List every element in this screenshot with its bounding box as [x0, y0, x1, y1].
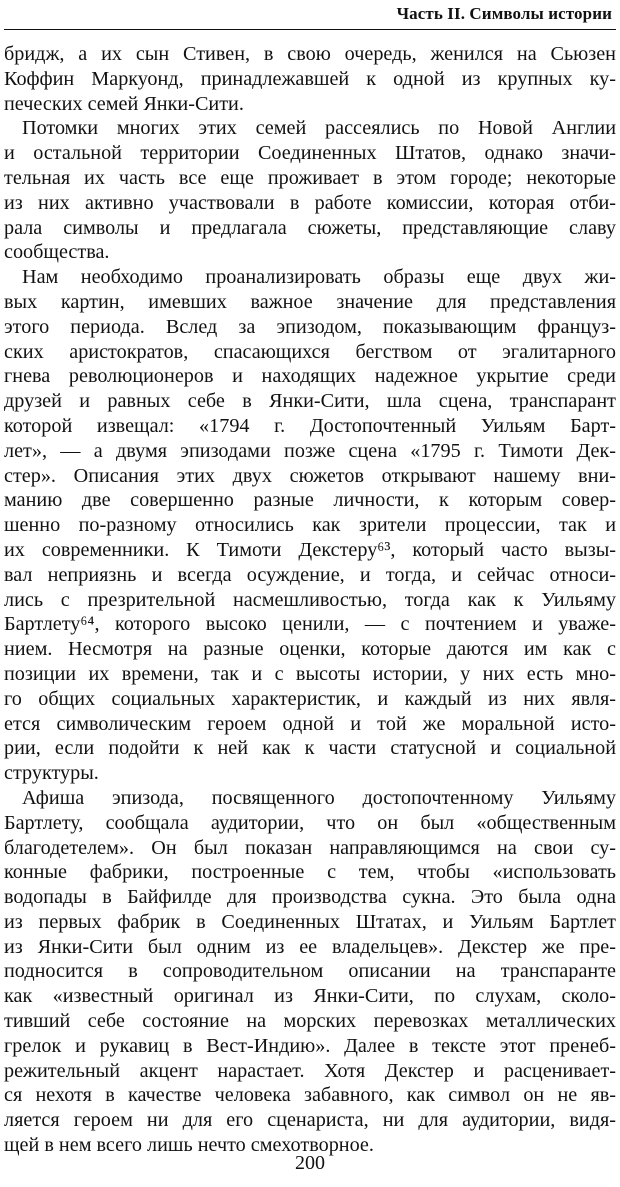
- body-text: [4, 42, 616, 1158]
- text-line: лет», — а двумя эпизодами позже сцена «1795 г. Тимоти Дек-: [4, 439, 616, 462]
- paragraph: [4, 786, 616, 1158]
- text-line: шенно по-разному относились как зрители процессии, так и: [4, 514, 616, 537]
- text-line: которой извещал: «1794 г. Достопочтенный Уильям Барт-: [4, 414, 616, 437]
- header-rule: [4, 29, 616, 30]
- text-line: стер». Описания этих двух сюжетов открывают нашему вни-: [4, 464, 616, 487]
- text-line: грелок и рукавиц в Вест-Индию». Далее в тексте этот пренеб-: [4, 1034, 616, 1057]
- text-line: благодетелем». Он был показан направляющимся на свои су-: [4, 836, 616, 859]
- text-line: манию две совершенно разные личности, к которым совер-: [4, 489, 616, 512]
- text-line: ется символическим героем одной и той же моральной исто-: [4, 712, 616, 735]
- text-line: из них активно участвовали в работе комиссии, которая отби-: [4, 191, 616, 214]
- text-line: ся нехотя в качестве человека забавного, как символ он не яв-: [4, 1084, 616, 1107]
- text-line: лись с презрительной насмешливостью, тогда как к Уильяму: [4, 588, 616, 611]
- text-line: их современники. К Тимоти Декстеру⁶³, который часто вызы-: [4, 538, 616, 561]
- text-line: нием. Несмотря на разные оценки, которые даются им как с: [4, 638, 616, 661]
- page-number: 200: [295, 1152, 325, 1174]
- paragraph: [4, 42, 616, 116]
- text-line: как «известный оригинал из Янки-Сити, по слухам, сколо-: [4, 985, 616, 1008]
- text-line: гнева революционеров и находящих надежное укрытие среди: [4, 365, 616, 388]
- text-line: щей в нем всего лишь нечто смехотворное.: [4, 1134, 374, 1157]
- text-line: го общих социальных характеристик, и каждый из них явля-: [4, 687, 616, 710]
- text-line: конные фабрики, построенные с тем, чтобы «использовать: [4, 861, 616, 884]
- text-line: Бартлету, сообщала аудитории, что он был «общественным: [4, 811, 616, 834]
- paragraph: [4, 116, 616, 265]
- text-line: этого периода. Вслед за эпизодом, показывающим француз-: [4, 315, 616, 338]
- text-line: рала символы и предлагала сюжеты, представляющие славу: [4, 216, 616, 239]
- text-line: позиции их времени, так и с высоты истории, у них есть мно-: [4, 662, 616, 685]
- text-line: режительный акцент нарастает. Хотя Декстер и расценивает-: [4, 1059, 616, 1082]
- text-line: Потомки многих этих семей рассеялись по Новой Англии: [22, 117, 616, 140]
- text-line: из Янки-Сити был одним из ее владельцев». Декстер же пре-: [4, 935, 616, 958]
- text-line: тивший себе состояние на морских перевозках металлических: [4, 1010, 616, 1033]
- text-line: Бартлету⁶⁴, которого высоко ценили, — с почтением и уваже-: [4, 613, 616, 636]
- text-line: вых картин, имевших важное значение для представления: [4, 290, 616, 313]
- text-line: вал неприязнь и всегда осуждение, и тогда, и сейчас относи-: [4, 563, 616, 586]
- text-line: водопады в Байфилде для производства сукна. Это была одна: [4, 886, 616, 909]
- text-line: ских аристократов, спасающихся бегством от эгалитарного: [4, 340, 616, 363]
- text-line: бридж, а их сын Стивен, в свою очередь, женился на Сьюзен: [4, 43, 616, 65]
- text-line: печеских семей Янки-Сити.: [4, 92, 244, 115]
- text-line: Нам необходимо проанализировать образы еще двух жи-: [22, 266, 616, 289]
- text-line: сообщества.: [4, 241, 110, 264]
- text-line: друзей и равных себе в Янки-Сити, шла сцена, транспарант: [4, 390, 616, 413]
- text-line: рии, если подойти к ней как к части статусной и социальной: [4, 737, 616, 760]
- running-head: Часть II. Символы истории: [396, 4, 612, 23]
- text-line: и остальной территории Соединенных Штатов, однако значи-: [4, 142, 616, 165]
- text-line: тельная их часть все еще проживает в этом городе; некоторые: [4, 166, 616, 189]
- text-line: подносится в сопроводительном описании на транспаранте: [4, 960, 616, 983]
- text-line: Коффин Маркуонд, принадлежавшей к одной из крупных ку-: [4, 67, 616, 90]
- text-line: из первых фабрик в Соединенных Штатах, и Уильям Бартлет: [4, 910, 616, 933]
- text-line: структуры.: [4, 762, 99, 785]
- paragraph: [4, 265, 616, 786]
- text-line: Афиша эпизода, посвященного достопочтенному Уильяму: [22, 786, 616, 809]
- text-line: ляется героем ни для его сценариста, ни для аудитории, видя-: [4, 1109, 616, 1132]
